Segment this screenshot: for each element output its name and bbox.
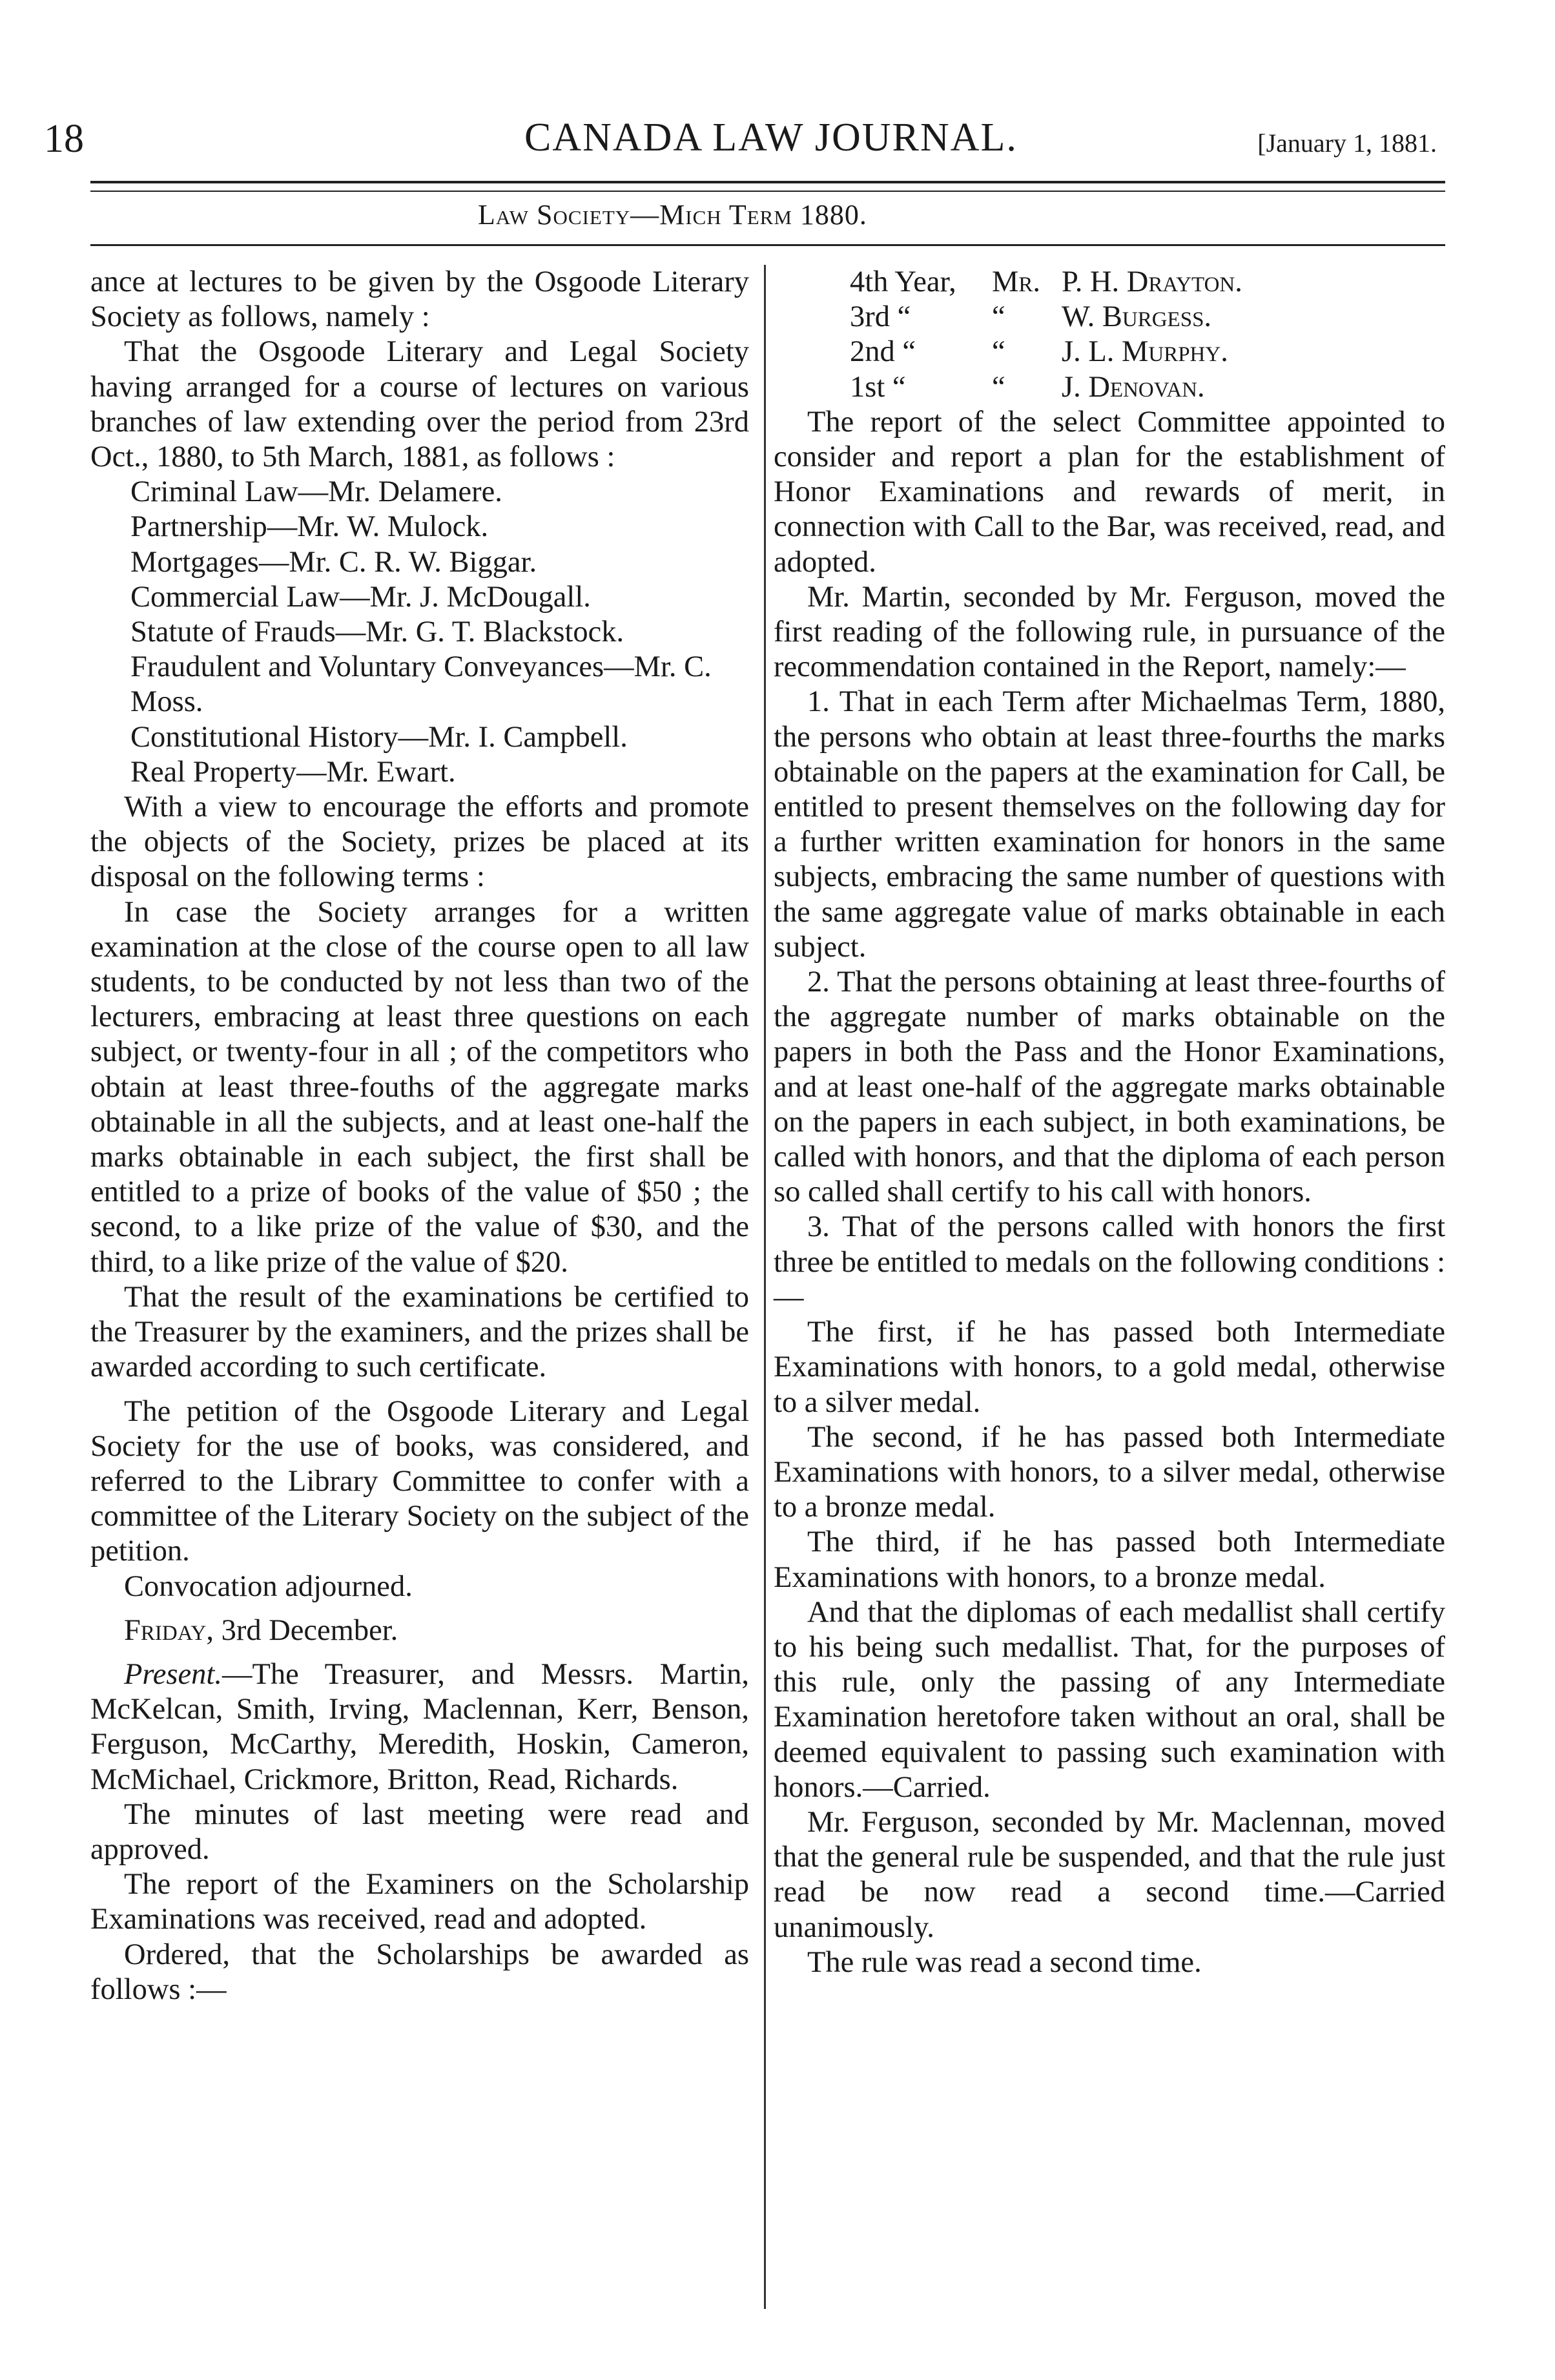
scholarship-name: P. H. Drayton. [1062,265,1242,298]
scholarship-title: “ [992,300,1005,334]
paragraph: The minutes of last meeting were read and approved. [90,1797,749,1866]
journal-title: CANADA LAW JOURNAL. [524,116,1018,160]
paragraph: ance at lectures to be given by the Osgoode Literary Society as follows, namely : [90,265,749,334]
present-list [90,1657,749,1797]
scholarship-row [850,370,1445,405]
page-number: 18 [44,117,84,161]
paragraph: With a view to encourage the efforts and promote the objects of the Society, prizes be placed at its disposal on the following terms : [90,791,749,894]
lecture-item: Mortgages—Mr. C. R. W. Biggar. [130,545,537,579]
scholarship-year: 3rd “ [850,300,911,334]
scholarship-row [850,265,1445,300]
lecture-list [90,475,749,790]
paragraph: The rule was read a second time. [807,1945,1202,1979]
scholarship-title: “ [992,370,1005,404]
scholarship-title: “ [992,335,1005,369]
paragraph: That the result of the examinations be certified to the Treasurer by the examiners, and the prizes shall be awarded according to such certificate. [90,1280,749,1384]
running-head-rule [90,244,1445,246]
paragraph: And that the diplomas of each medallist shall certify to his being such medallist. That, for the purposes of this rule, only the passing of any Intermediate Examination heretofore taken without an oral, shall be deemed equivalent to passing such examination with honors.—Carried. [774,1595,1445,1804]
rule-clause: 1. That in each Term after Michaelmas Term, 1880, the persons who obtain at least three-fourths the marks obtainable on the papers at the examination for Call, be entitled to present themselves on the following day for a further written examination for honors in the same subjects, embracing the same number of questions with the same aggregate value of marks obtainable in each subject. [774,685,1445,964]
lecture-item: Statute of Frauds—Mr. G. T. Blackstock. [130,616,624,649]
column-divider [764,265,766,2309]
rule-clause: 3. That of the persons called with honors the first three be entitled to medals on the following conditions :— [774,1210,1445,1314]
present-label: Present. [124,1657,222,1691]
scholarship-row [850,300,1445,335]
meeting-day: Friday [124,1613,207,1647]
scholarship-title: Mr. [992,265,1040,298]
header-rule [90,181,1445,183]
scholarship-list [774,265,1445,405]
issue-date: [January 1, 1881. [1257,129,1437,158]
paragraph: The petition of the Osgoode Literary and Legal Society for the use of books, was considered, and referred to the Library Committee to confer with a committee of the Literary Society on the subject of the petition. [90,1394,749,1568]
present-names: —The Treasurer, and Messrs. Martin, McKelcan, Smith, Irving, Maclennan, Kerr, Benson, Ferguson, McCarthy, Meredith, Hoskin, Cameron, McMichael, Crickmore, Britton, Read, Richards. [90,1657,749,1796]
medal-condition: The third, if he has passed both Intermediate Examinations with honors, to a bronze medal. [774,1526,1445,1594]
meeting-date [90,1613,749,1648]
paragraph: In case the Society arranges for a written examination at the close of the course open to all law students, to be conducted by not less than two of the lecturers, embracing at least three questions on each subject, or twenty-four in all ; of the competitors who obtain at least three-fouths of the aggregate marks obtainable in all the subjects, and at least one-half the marks obtainable in each subject, the first shall be entitled to a prize of books of the value of $50 ; the second, to a like prize of the value of $30, and the third, to a like prize of the value of $20. [90,895,749,1279]
lecture-item: Partnership—Mr. W. Mulock. [130,510,489,544]
scholarship-name: W. Burgess. [1062,300,1212,334]
lecture-item: Criminal Law—Mr. Delamere. [130,475,502,509]
paragraph: That the Osgoode Literary and Legal Society having arranged for a course of lectures on various branches of law extending over the period from 23rd Oct., 1880, to 5th March, 1881, as follows : [90,335,749,474]
left-column [90,265,749,2007]
scholarship-name: J. L. Murphy. [1062,335,1228,369]
medal-condition: The first, if he has passed both Intermediate Examinations with honors, to a gold medal, otherwise to a silver medal. [774,1316,1445,1419]
paragraph: Mr. Ferguson, seconded by Mr. Maclennan, moved that the general rule be suspended, and that the rule just read be now read a second time.—Carried unanimously. [774,1805,1445,1944]
rule-clause: 2. That the persons obtaining at least three-fourths of the aggregate number of marks obtainable on the papers in both the Pass and the Honor Examinations, and at least one-half of the aggregate marks obtainable on the papers in each subject, in both examinations, be called with honors, and that the diploma of each person so called shall certify to his call with honors. [774,966,1445,1209]
lecture-item: Real Property—Mr. Ewart. [130,755,456,789]
meeting-date-rest: , 3rd December. [206,1613,398,1647]
paragraph: Ordered, that the Scholarships be awarded as follows :— [90,1938,749,2006]
running-head: Law Society—Mich Term 1880. [478,199,867,231]
paragraph: Mr. Martin, seconded by Mr. Ferguson, moved the first reading of the following rule, in pursuance of the recommendation contained in the Report, namely:— [774,580,1445,684]
header-rule-thin [90,191,1445,192]
scholarship-year: 4th Year, [850,265,956,298]
scholarship-year: 2nd “ [850,335,916,369]
scholarship-name: J. Denovan. [1062,370,1205,404]
lecture-item: Constitutional History—Mr. I. Campbell. [130,720,628,754]
scholarship-year: 1st “ [850,370,906,404]
lecture-item: Commercial Law—Mr. J. McDougall. [130,580,591,614]
scholarship-row [850,335,1445,369]
lecture-item: Fraudulent and Voluntary Conveyances—Mr. C. Moss. [130,650,712,719]
right-column [774,265,1445,1980]
medal-condition: The second, if he has passed both Intermediate Examinations with honors, to a silver medal, otherwise to a bronze medal. [774,1420,1445,1524]
paragraph: The report of the select Committee appointed to consider and report a plan for the establishment of Honor Examinations and rewards of merit, in connection with Call to the Bar, was received, read, and adopted. [774,405,1445,579]
paragraph: The report of the Examiners on the Scholarship Examinations was received, read and adopted. [90,1868,749,1936]
paragraph: Convocation adjourned. [124,1569,413,1603]
